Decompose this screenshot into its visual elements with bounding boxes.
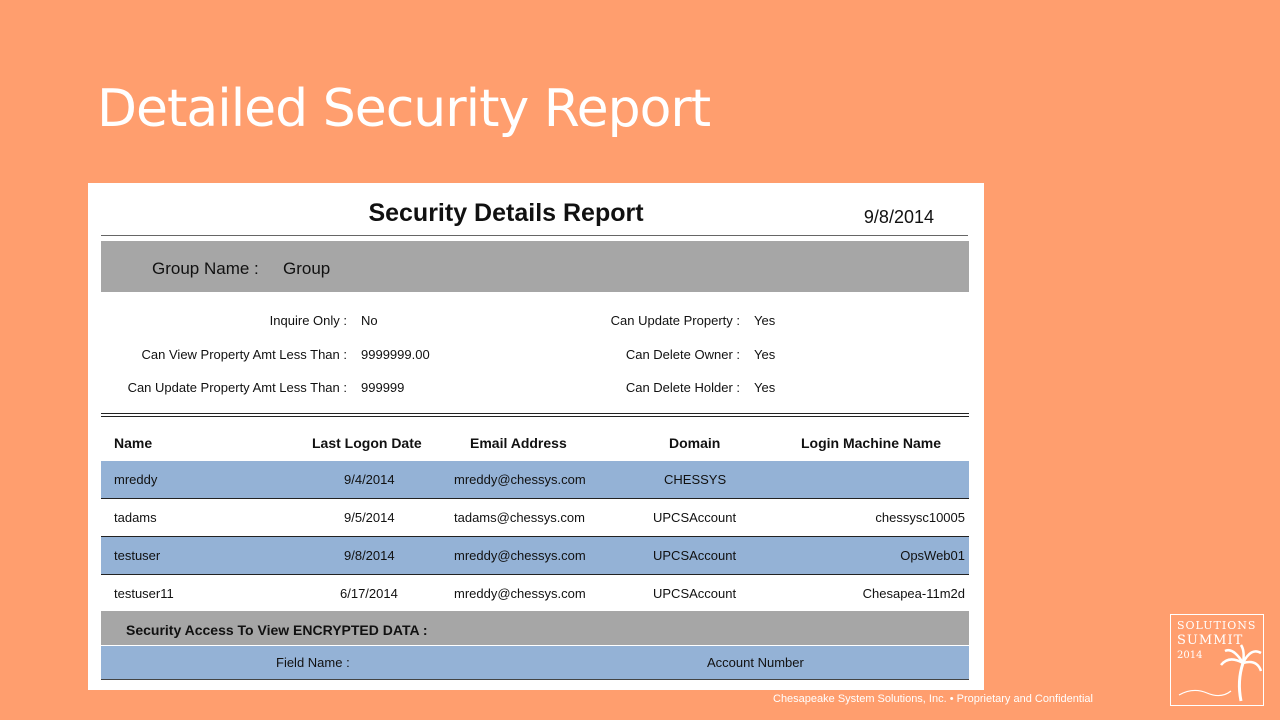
perm-label: Can Delete Holder :	[625, 380, 740, 395]
cell-email: mreddy@chessys.com	[454, 472, 586, 487]
cell-name: mreddy	[114, 472, 158, 487]
divider	[101, 413, 969, 417]
cell-domain: CHESSYS	[664, 472, 727, 487]
perm-label: Can Update Property :	[610, 313, 740, 328]
perm-value: No	[361, 313, 378, 328]
column-header-name: Name	[114, 435, 153, 451]
cell-domain: UPCSAccount	[653, 548, 737, 563]
slide-title: Detailed Security Report	[97, 79, 711, 139]
slide-footer: Chesapeake System Solutions, Inc. • Proprietary and Confidential	[773, 693, 1093, 705]
cell-email: mreddy@chessys.com	[454, 586, 586, 601]
logo-year: 2014	[1177, 650, 1203, 661]
perm-value: 9999999.00	[361, 347, 430, 362]
table-row	[101, 575, 969, 613]
table-row	[101, 499, 969, 537]
cell-email: mreddy@chessys.com	[454, 548, 586, 563]
perm-value: Yes	[754, 313, 776, 328]
solutions-summit-logo	[1170, 614, 1264, 706]
report-title: Security Details Report	[368, 199, 644, 227]
cell-last-logon: 9/8/2014	[344, 548, 395, 563]
perm-value: Yes	[754, 347, 776, 362]
perm-value: Yes	[754, 380, 776, 395]
security-report	[88, 183, 984, 690]
cell-last-logon: 9/4/2014	[344, 472, 395, 487]
cell-name: testuser	[114, 548, 161, 563]
perm-label: Can Update Property Amt Less Than :	[127, 380, 347, 395]
cell-domain: UPCSAccount	[653, 586, 737, 601]
cell-name: tadams	[114, 510, 157, 525]
column-header-last-logon: Last Logon Date	[312, 435, 422, 451]
perm-label: Inquire Only :	[269, 313, 347, 328]
perm-label: Can View Property Amt Less Than :	[141, 347, 347, 362]
group-name-label: Group Name :	[152, 259, 259, 278]
perm-value: 999999	[361, 380, 405, 395]
table-row	[101, 461, 969, 499]
group-name-value: Group	[283, 259, 331, 278]
cell-domain: UPCSAccount	[653, 510, 737, 525]
cell-machine: chessysc10005	[875, 510, 965, 525]
field-name-label: Field Name :	[276, 655, 350, 670]
encrypted-data-header	[101, 611, 969, 645]
cell-machine: Chesapea-11m2d	[862, 586, 965, 601]
cell-name: testuser11	[114, 586, 174, 601]
cell-machine: OpsWeb01	[900, 548, 965, 563]
logo-line1: SOLUTIONS	[1177, 619, 1257, 632]
cell-last-logon: 9/5/2014	[344, 510, 395, 525]
group-header	[101, 241, 969, 292]
column-header-email: Email Address	[470, 435, 567, 451]
cell-last-logon: 6/17/2014	[340, 586, 398, 601]
encrypted-data-title: Security Access To View ENCRYPTED DATA :	[126, 622, 428, 638]
column-header-machine: Login Machine Name	[801, 435, 942, 451]
perm-label: Can Delete Owner :	[625, 347, 740, 362]
field-name-value: Account Number	[707, 655, 804, 670]
field-name-row	[101, 646, 969, 680]
report-date: 9/8/2014	[863, 207, 934, 227]
palm-tree-icon	[1171, 615, 1265, 707]
cell-email: tadams@chessys.com	[454, 510, 585, 525]
divider	[101, 235, 968, 236]
logo-line2: SUMMIT	[1177, 633, 1244, 648]
table-row	[101, 537, 969, 575]
column-header-domain: Domain	[669, 435, 721, 451]
